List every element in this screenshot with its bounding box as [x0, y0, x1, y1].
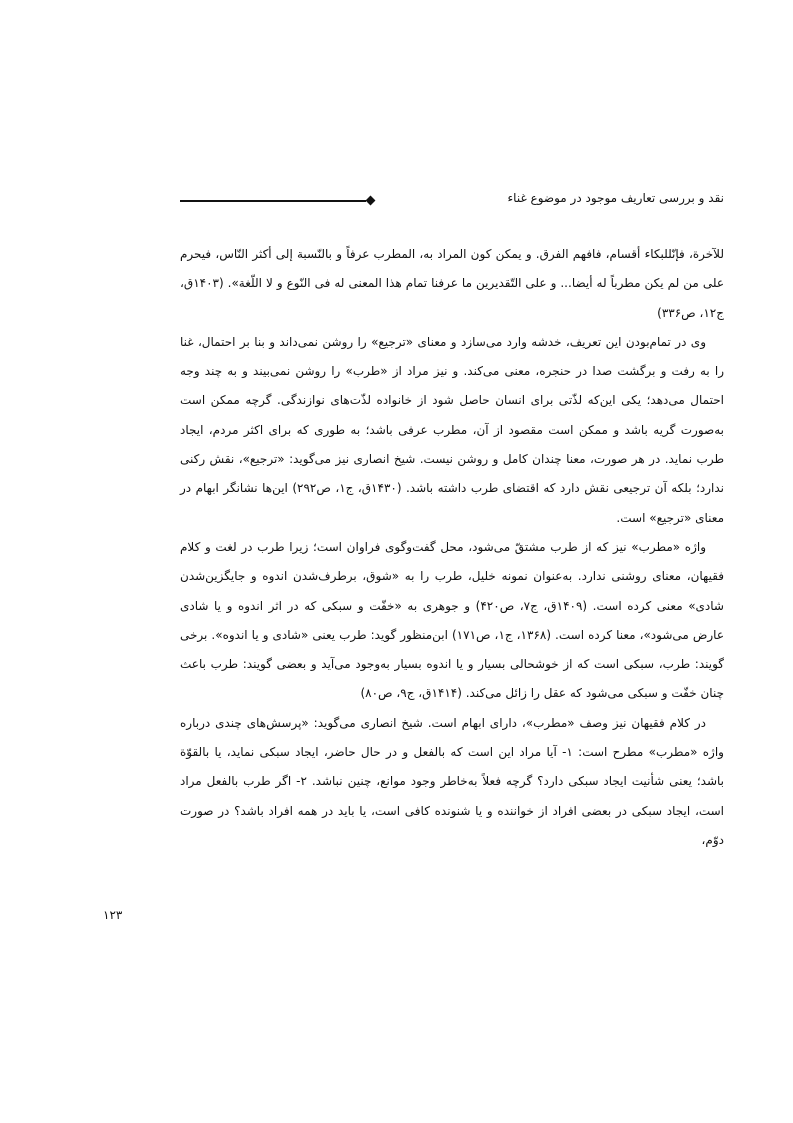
paragraph: در کلام فقیهان نیز وصف «مطرب»، دارای ابهام است. شیخ انصاری می‌گوید: «پرسش‌های چندی درباره واژه «مطرب» مطرح است: ۱- آیا مراد این است که بالفعل و در حال حاضر، ایجاد سبکی نماید، یا بالقوّة باشد؛ یعنی شأنیت ایجاد سبکی دارد؟ گرچه فعلاً به‌خاطر وجود موانع، چنین نباشد. ۲- اگر طرب بالفعل مراد است، ایجاد سبکی در بعضی افراد از خواننده و یا شنونده کافی است، یا باید در همه افراد باشد؟ در صورت دوّم،: [180, 715, 724, 847]
body-text: [180, 240, 724, 855]
header-rule: [180, 200, 366, 202]
running-header: [180, 188, 724, 208]
running-title: نقد و بررسی تعاریف موجود در موضوع غناء: [507, 191, 724, 205]
header-diamond-icon: [366, 196, 376, 206]
paragraph-quote-continuation: للآخرة، فإنّللبكاء أقسام، فافهم الفرق. و يمكن كون المراد به، المطرب عرفاً و بالنّسبة إلى أكثر النّاس، فيحرم على من لم يكن مطرباً له أيضا... و على التّقديرين ما عرفنا تمام هذا المعنى له فى النّوع و لا اللّغة». (۱۴۰۳ق، ج۱۲، ص۳۳۶): [180, 247, 724, 320]
paragraph: واژه «مطرب» نیز که از طرب مشتقّ می‌شود، محل گفت‌وگوی فراوان است؛ زیرا طرب در لغت و کلام فقیهان، معنای روشنی ندارد. به‌عنوان نمونه خلیل، طرب را به «شوق، برطرف‌شدن اندوه و جایگزین‌شدن شادی» معنی کرده است. (۱۴۰۹ق، ج۷، ص۴۲۰) و جوهری به «خفّت و سبکی که در اثر اندوه و یا شادی عارض می‌شود»، معنا کرده است. (۱۳۶۸، ج۱، ص۱۷۱) ابن‌منظور گوید: طرب یعنی «شادی و یا اندوه». برخی گویند: طرب، سبکی است که از خوشحالی بسیار و یا اندوه بسیار به‌وجود می‌آید و بعضی گویند: طرب باعث چنان خفّت و سبکی می‌شود که عقل را زائل می‌کند. (۱۴۱۴ق، ج۹، ص۸۰): [180, 539, 724, 701]
paragraph: وی در تمام‌بودن این تعریف، خدشه وارد می‌سازد و معنای «ترجیع» را روشن نمی‌داند و بنا بر احتمال، غنا را به رفت و برگشت صدا در حنجره، معنی می‌کند. و نیز مراد از «طرب» را روشن نمی‌بیند و به چند وجه احتمال می‌دهد؛ یکی این‌که لذّتی برای انسان حاصل شود از خانواده لذّت‌های نوازندگی. گرچه ممکن است به‌صورت گریه باشد و ممکن است مقصود از آن، مطرب عرفی باشد؛ به طوری که برای اکثر مردم، ایجاد طرب نماید. در هر صورت، معنا چندان کامل و روشن نیست. شیخ انصاری نیز می‌گوید: «ترجیع»، نقش رکنی ندارد؛ بلکه آن ترجیعی نقش دارد که اقتضای طرب داشته باشد. (۱۴۳۰ق، ج۱، ص۲۹۲) این‌ها نشانگر ابهام در معنای «ترجیع» است.: [180, 334, 724, 525]
page-number: ۱۲۳: [103, 908, 123, 922]
